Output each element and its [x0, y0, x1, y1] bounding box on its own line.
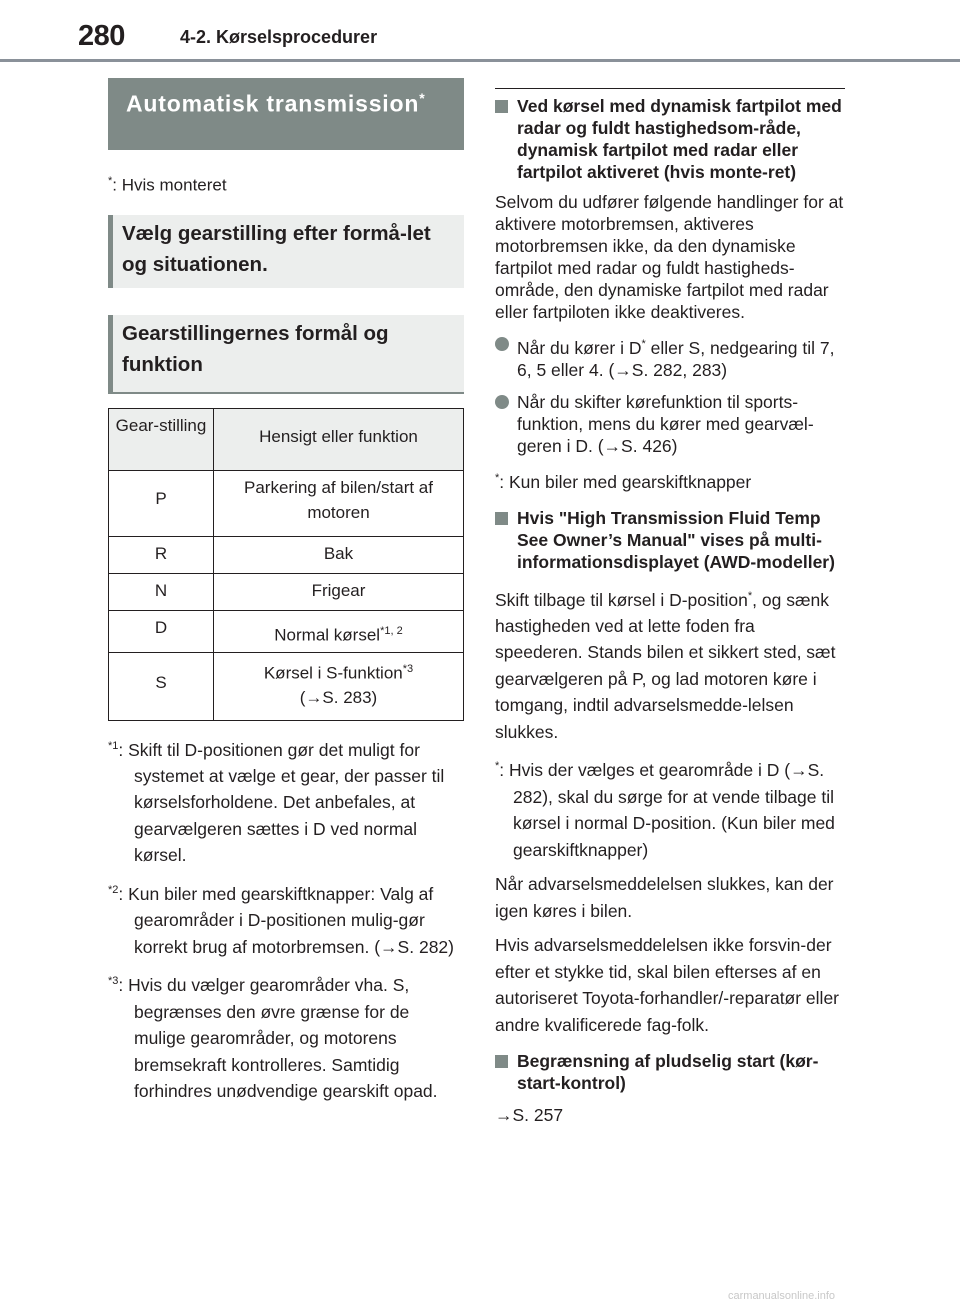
- page-number: 280: [78, 20, 125, 52]
- table-row: [109, 536, 464, 573]
- purpose-cell: Frigear: [214, 573, 464, 610]
- bullet-dot-icon: [495, 395, 509, 409]
- table-row: [109, 573, 464, 610]
- footnote-text: : Hvis der vælges et gearområde i D (→S. 282), skal du sørge for at vende tilbage til kørsel i normal D-position. (Kun biler med gearskiftknapper): [499, 760, 835, 860]
- square-bullet-icon: [495, 100, 508, 113]
- purpose-cell: [214, 610, 464, 652]
- watermark: carmanualsonline.info: [728, 1290, 836, 1302]
- table-header-row: [109, 408, 464, 470]
- bullet-dot-icon: [495, 337, 509, 351]
- footnote: [108, 733, 464, 869]
- list-text: eller S, nedgearing til 7, 6, 5 eller 4. (→S. 282, 283): [517, 337, 835, 380]
- list-text: Når du skifter kørefunktion til sports-funktion, mens du kører med gearvæl-geren i D. (→S. 426): [517, 391, 814, 456]
- footnote-mark: *1: [108, 739, 119, 752]
- footnote-text: : Kun biler med gearskiftknapper: [499, 471, 752, 492]
- gear-cell: N: [109, 573, 214, 610]
- footnote-ref: *1, 2: [380, 624, 403, 637]
- subheading-text: Ved kørsel med dynamisk fartpilot med radar og fuldt hastighedsom-råde, dynamisk fartpilot med radar eller fartpilot aktiveret (hvis monte-ret): [517, 96, 842, 182]
- title-footnote-mark: *: [419, 90, 426, 106]
- purpose-text: Normal kørsel: [274, 625, 381, 645]
- list-text: Når du kører i D: [517, 337, 642, 358]
- paragraph: Når advarselsmeddelelsen slukkes, kan der igen køres i bilen.: [495, 874, 834, 921]
- footnote-text: : Hvis du vælger gearområder vha. S, begrænses den øvre grænse for de mulige gearområder, og motorens bremsekraft kontrolleres. Samtidig forhindres unødvendige gearskift opad.: [118, 975, 438, 1102]
- section-heading: Gearstillingernes formål og funktion: [108, 315, 464, 394]
- subheading: [495, 1050, 845, 1094]
- footnote-mark: *: [495, 760, 500, 773]
- gear-cell: D: [109, 610, 214, 652]
- col-header-gear: Gear-stilling: [109, 408, 214, 470]
- square-bullet-icon: [495, 512, 508, 525]
- header-rule: [0, 59, 960, 62]
- paragraph: Hvis advarselsmeddelelsen ikke forsvin-der efter et stykke tid, skal bilen efterses af en autoriseret Toyota-forhandler/-reparatør eller andre kvalificerede fag-folk.: [495, 935, 840, 1035]
- note-text: : Hvis monteret: [112, 175, 227, 195]
- right-column: [495, 88, 845, 1129]
- purpose-text: Kørsel i S-funktion: [263, 663, 403, 683]
- page-ref: (→S. 283): [299, 688, 378, 708]
- gear-cell: P: [109, 470, 214, 536]
- subheading-text: Hvis "High Transmission Fluid Temp See Owner’s Manual" vises på multi-informationsdisplayet (AWD-modeller): [517, 507, 835, 572]
- purpose-cell: Bak: [214, 536, 464, 573]
- paragraph: [495, 583, 845, 746]
- footnote: [108, 968, 464, 1104]
- paragraph-text: , og sænk hastigheden ved at lette foden fra speederen. Stands bilen et sikkert sted, sæt gearvælgeren på P, og lad motoren køre i tomgang, indtil advarselsmedde-lelsen slukkes.: [495, 589, 836, 742]
- left-column: [108, 78, 464, 1105]
- footnote: [495, 753, 845, 863]
- table-row: [109, 470, 464, 536]
- gear-table: [108, 408, 464, 721]
- footnote-text: : Kun biler med gearskiftknapper: Valg af gearområder i D-positionen mulig-gør korrekt brug af motorbremsen. (→S. 282): [118, 883, 454, 957]
- purpose-cell: [214, 652, 464, 720]
- table-row: [109, 610, 464, 652]
- footnote-mark: *3: [108, 975, 119, 988]
- footnote-mark: *: [747, 589, 753, 602]
- table-row: [109, 652, 464, 720]
- summary-heading: Vælg gearstilling efter formå-let og situationen.: [108, 215, 464, 288]
- footnote-ref: *3: [402, 662, 414, 675]
- subheading-text: Begrænsning af pludselig start (kør-start-kontrol): [517, 1051, 819, 1094]
- footnote: [108, 877, 464, 960]
- footnote-mark: *2: [108, 883, 119, 896]
- col-header-purpose: Hensigt eller funktion: [214, 408, 464, 470]
- chapter-title: Automatisk transmission: [126, 90, 420, 117]
- subheading: [495, 95, 845, 183]
- footnote-mark: *: [641, 338, 646, 350]
- page-header: [0, 0, 960, 62]
- chapter-title-box: [108, 78, 464, 150]
- note-mark: *: [108, 175, 113, 187]
- list-item: [495, 391, 845, 457]
- section-title: 4-2. Kørselsprocedurer: [180, 27, 378, 47]
- footnote-text: : Skift til D-positionen gør det muligt for systemet at vælge et gear, der passer til kørselsforholdene. Det anbefales, at gearvælgeren sættes i D ved normal kørsel.: [118, 739, 445, 866]
- gear-cell: R: [109, 536, 214, 573]
- purpose-cell: Parkering af bilen/start af motoren: [214, 470, 464, 536]
- divider: [495, 88, 845, 89]
- gear-cell: S: [109, 652, 214, 720]
- page-reference: →S. 257: [495, 1105, 564, 1126]
- availability-note: [108, 170, 464, 197]
- footnote-mark: *: [495, 471, 500, 484]
- footnote: [495, 467, 845, 493]
- list-item: [495, 333, 845, 381]
- square-bullet-icon: [495, 1055, 508, 1068]
- paragraph-text: Skift tilbage til kørsel i D-position: [495, 589, 748, 610]
- subheading: [495, 507, 845, 573]
- paragraph: Selvom du udfører følgende handlinger for at aktivere motorbremsen, aktiveres motorbremsen ikke, da den dynamiske fartpilot med radar og fuldt hastigheds-område, den dynamiske fartpilot med radar eller fartpiloten ikke deaktiveres.: [495, 192, 844, 322]
